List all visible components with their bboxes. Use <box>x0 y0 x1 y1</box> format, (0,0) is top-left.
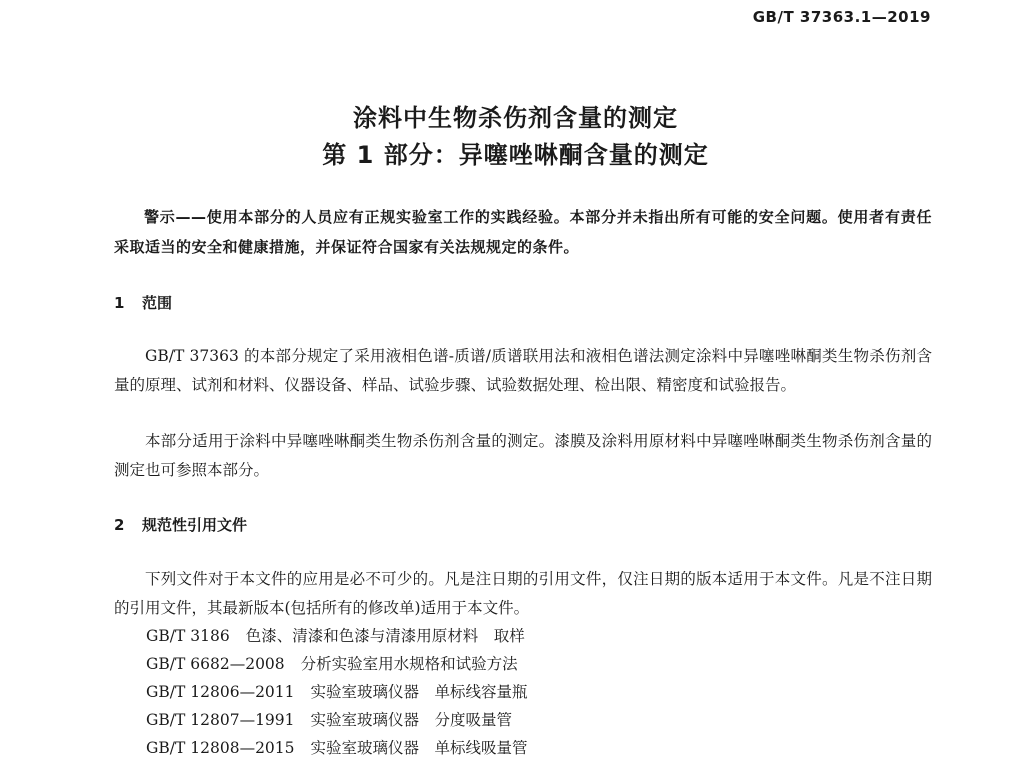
section-title: 规范性引用文件 <box>142 516 248 534</box>
section-number: 2 <box>114 516 125 534</box>
section-2-heading <box>114 514 247 535</box>
section-1-heading <box>114 292 172 313</box>
reference-name: 色漆、清漆和色漆与清漆用原材料 取样 <box>245 627 525 645</box>
document-title: 涂料中生物杀伤剂含量的测定 <box>353 104 678 132</box>
applicability-paragraph: 本部分适用于涂料中异噻唑啉酮类生物杀伤剂含量的测定。漆膜及涂料用原材料中异噻唑啉酮类生物杀伤剂含量的测定也可参照本部分。 <box>114 432 932 479</box>
reference-code: GB/T 3186 <box>146 627 230 645</box>
warning-paragraph: 警示——使用本部分的人员应有正规实验室工作的实践经验。本部分并未指出所有可能的安全问题。使用者有责任采取适当的安全和健康措施，并保证符合国家有关法规规定的条件。 <box>114 208 932 256</box>
section-title: 范围 <box>142 294 173 312</box>
section-number: 1 <box>114 294 125 312</box>
reference-code: GB/T 6682—2008 <box>146 655 285 673</box>
reference-item <box>146 652 518 674</box>
reference-name: 实验室玻璃仪器 分度吸量管 <box>310 711 513 729</box>
reference-name: 实验室玻璃仪器 单标线吸量管 <box>310 739 528 757</box>
reference-item <box>146 736 528 758</box>
reference-item <box>146 708 512 730</box>
reference-item <box>146 624 525 646</box>
scope-paragraph: GB/T 37363 的本部分规定了采用液相色谱-质谱/质谱联用法和液相色谱法测定涂料中异噻唑啉酮类生物杀伤剂含量的原理、试剂和材料、仪器设备、样品、试验步骤、试验数据处理、检出限、精密度和试验报告。 <box>114 347 932 394</box>
standard-code: GB/T 37363.1—2019 <box>752 8 931 26</box>
reference-code: GB/T 12808—2015 <box>146 739 295 757</box>
reference-code: GB/T 12806—2011 <box>146 683 295 701</box>
reference-code: GB/T 12807—1991 <box>146 711 295 729</box>
reference-name: 分析实验室用水规格和试验方法 <box>300 655 518 673</box>
reference-name: 实验室玻璃仪器 单标线容量瓶 <box>310 683 528 701</box>
reference-item <box>146 680 528 702</box>
document-subtitle: 第 1 部分：异噻唑啉酮含量的测定 <box>322 141 709 169</box>
references-intro-paragraph: 下列文件对于本文件的应用是必不可少的。凡是注日期的引用文件，仅注日期的版本适用于本文件。凡是不注日期的引用文件，其最新版本(包括所有的修改单)适用于本文件。 <box>114 570 932 617</box>
